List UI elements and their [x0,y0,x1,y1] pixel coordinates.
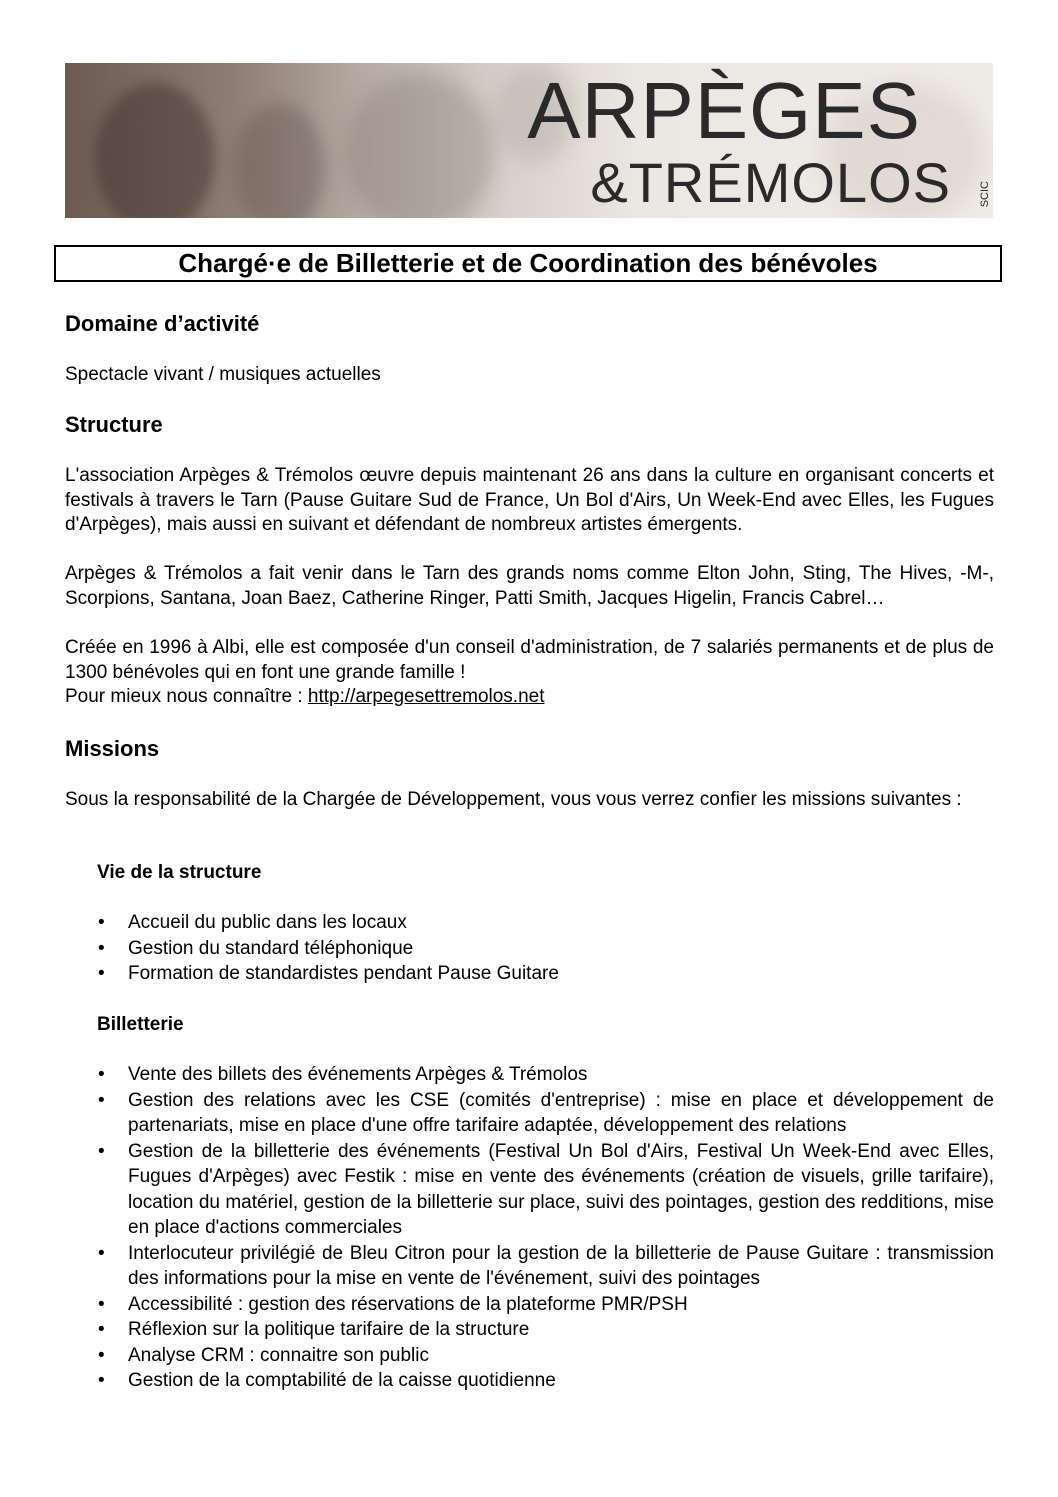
structure-paragraph-1: L'association Arpèges & Trémolos œuvre depuis maintenant 26 ans dans la culture en organisant concerts et festivals à travers le Tarn (Pause Guitare Sud de France, Un Bol d'Airs, Un Week-End avec Elles, les Fugues d'Arpèges), mais aussi en suivant et défendant de nombreux artistes émergents. [65,465,994,535]
list-item: • Réflexion sur la politique tarifaire de la structure [65,1317,994,1343]
list-item: • Gestion du standard téléphonique [65,936,994,962]
missions-intro: Sous la responsabilité de la Chargée de Développement, vous vous verrez confier les missions suivantes : [65,789,962,810]
list-item: • Accessibilité : gestion des réservations de la plateforme PMR/PSH [65,1292,994,1318]
domaine-text: Spectacle vivant / musiques actuelles [65,364,381,385]
banner-photo-shape [95,83,215,218]
structure-paragraph-4 [65,685,994,710]
website-prefix: Pour mieux nous connaître : [65,686,308,707]
structure-paragraph-2: Arpèges & Trémolos a fait venir dans le Tarn des grands noms comme Elton John, Sting, The Hives, -M-, Scorpions, Santana, Joan Baez, Catherine Ringer, Patti Smith, Jacques Higelin, Francis Cabrel… [65,563,994,609]
list-item: • Gestion des relations avec les CSE (comités d'entreprise) : mise en place et développement de partenariats, mise en place d'une offre tarifaire adaptée, développement des relations [65,1088,994,1139]
list-item: • Formation de standardistes pendant Pause Guitare [65,961,994,987]
banner-photo-shape [235,103,325,218]
list-item: • Gestion de la billetterie des événements (Festival Un Bol d'Airs, Festival Un Week-End avec Elles, Fugues d'Arpèges) avec Festik : mise en vente des événements (création de visuels, grille tarifaire), location du matériel, gestion de la billetterie sur place, suivi des pointages, gestion des redditions, mise en place d'actions commerciales [65,1139,994,1241]
banner-photo-shape [345,73,495,218]
logo-tag: SCIC [979,181,991,208]
vie-structure-list [65,910,994,987]
list-item: • Interlocuteur privilégié de Bleu Citron pour la gestion de la billetterie de Pause Guitare : transmission des informations pour la mise en vente de l'événement, suivi des pointages [65,1241,994,1292]
page-title: Chargé·e de Billetterie et de Coordination des bénévoles [178,248,878,278]
page-title-box [54,245,1002,282]
billetterie-list [65,1062,994,1394]
list-item: • Analyse CRM : connaitre son public [65,1343,994,1369]
list-item: • Accueil du public dans les locaux [65,910,994,936]
website-link[interactable]: http://arpegesettremolos.net [307,686,545,707]
vie-structure-heading: Vie de la structure [97,862,262,883]
header-banner [65,63,993,218]
domaine-heading: Domaine d’activité [65,311,260,336]
logo-line-2: &TRÉMOLOS [590,151,951,214]
list-item: • Gestion de la comptabilité de la caisse quotidienne [65,1368,994,1394]
missions-heading: Missions [65,736,160,761]
billetterie-heading: Billetterie [97,1014,184,1035]
structure-heading: Structure [65,412,163,437]
structure-paragraph-3: Créée en 1996 à Albi, elle est composée d'un conseil d'administration, de 7 salariés permanents et de plus de 1300 bénévoles qui en font une grande famille ! [65,637,994,683]
list-item: • Vente des billets des événements Arpèges & Trémolos [65,1062,994,1088]
logo-line-1: ARPÈGES [527,66,921,155]
